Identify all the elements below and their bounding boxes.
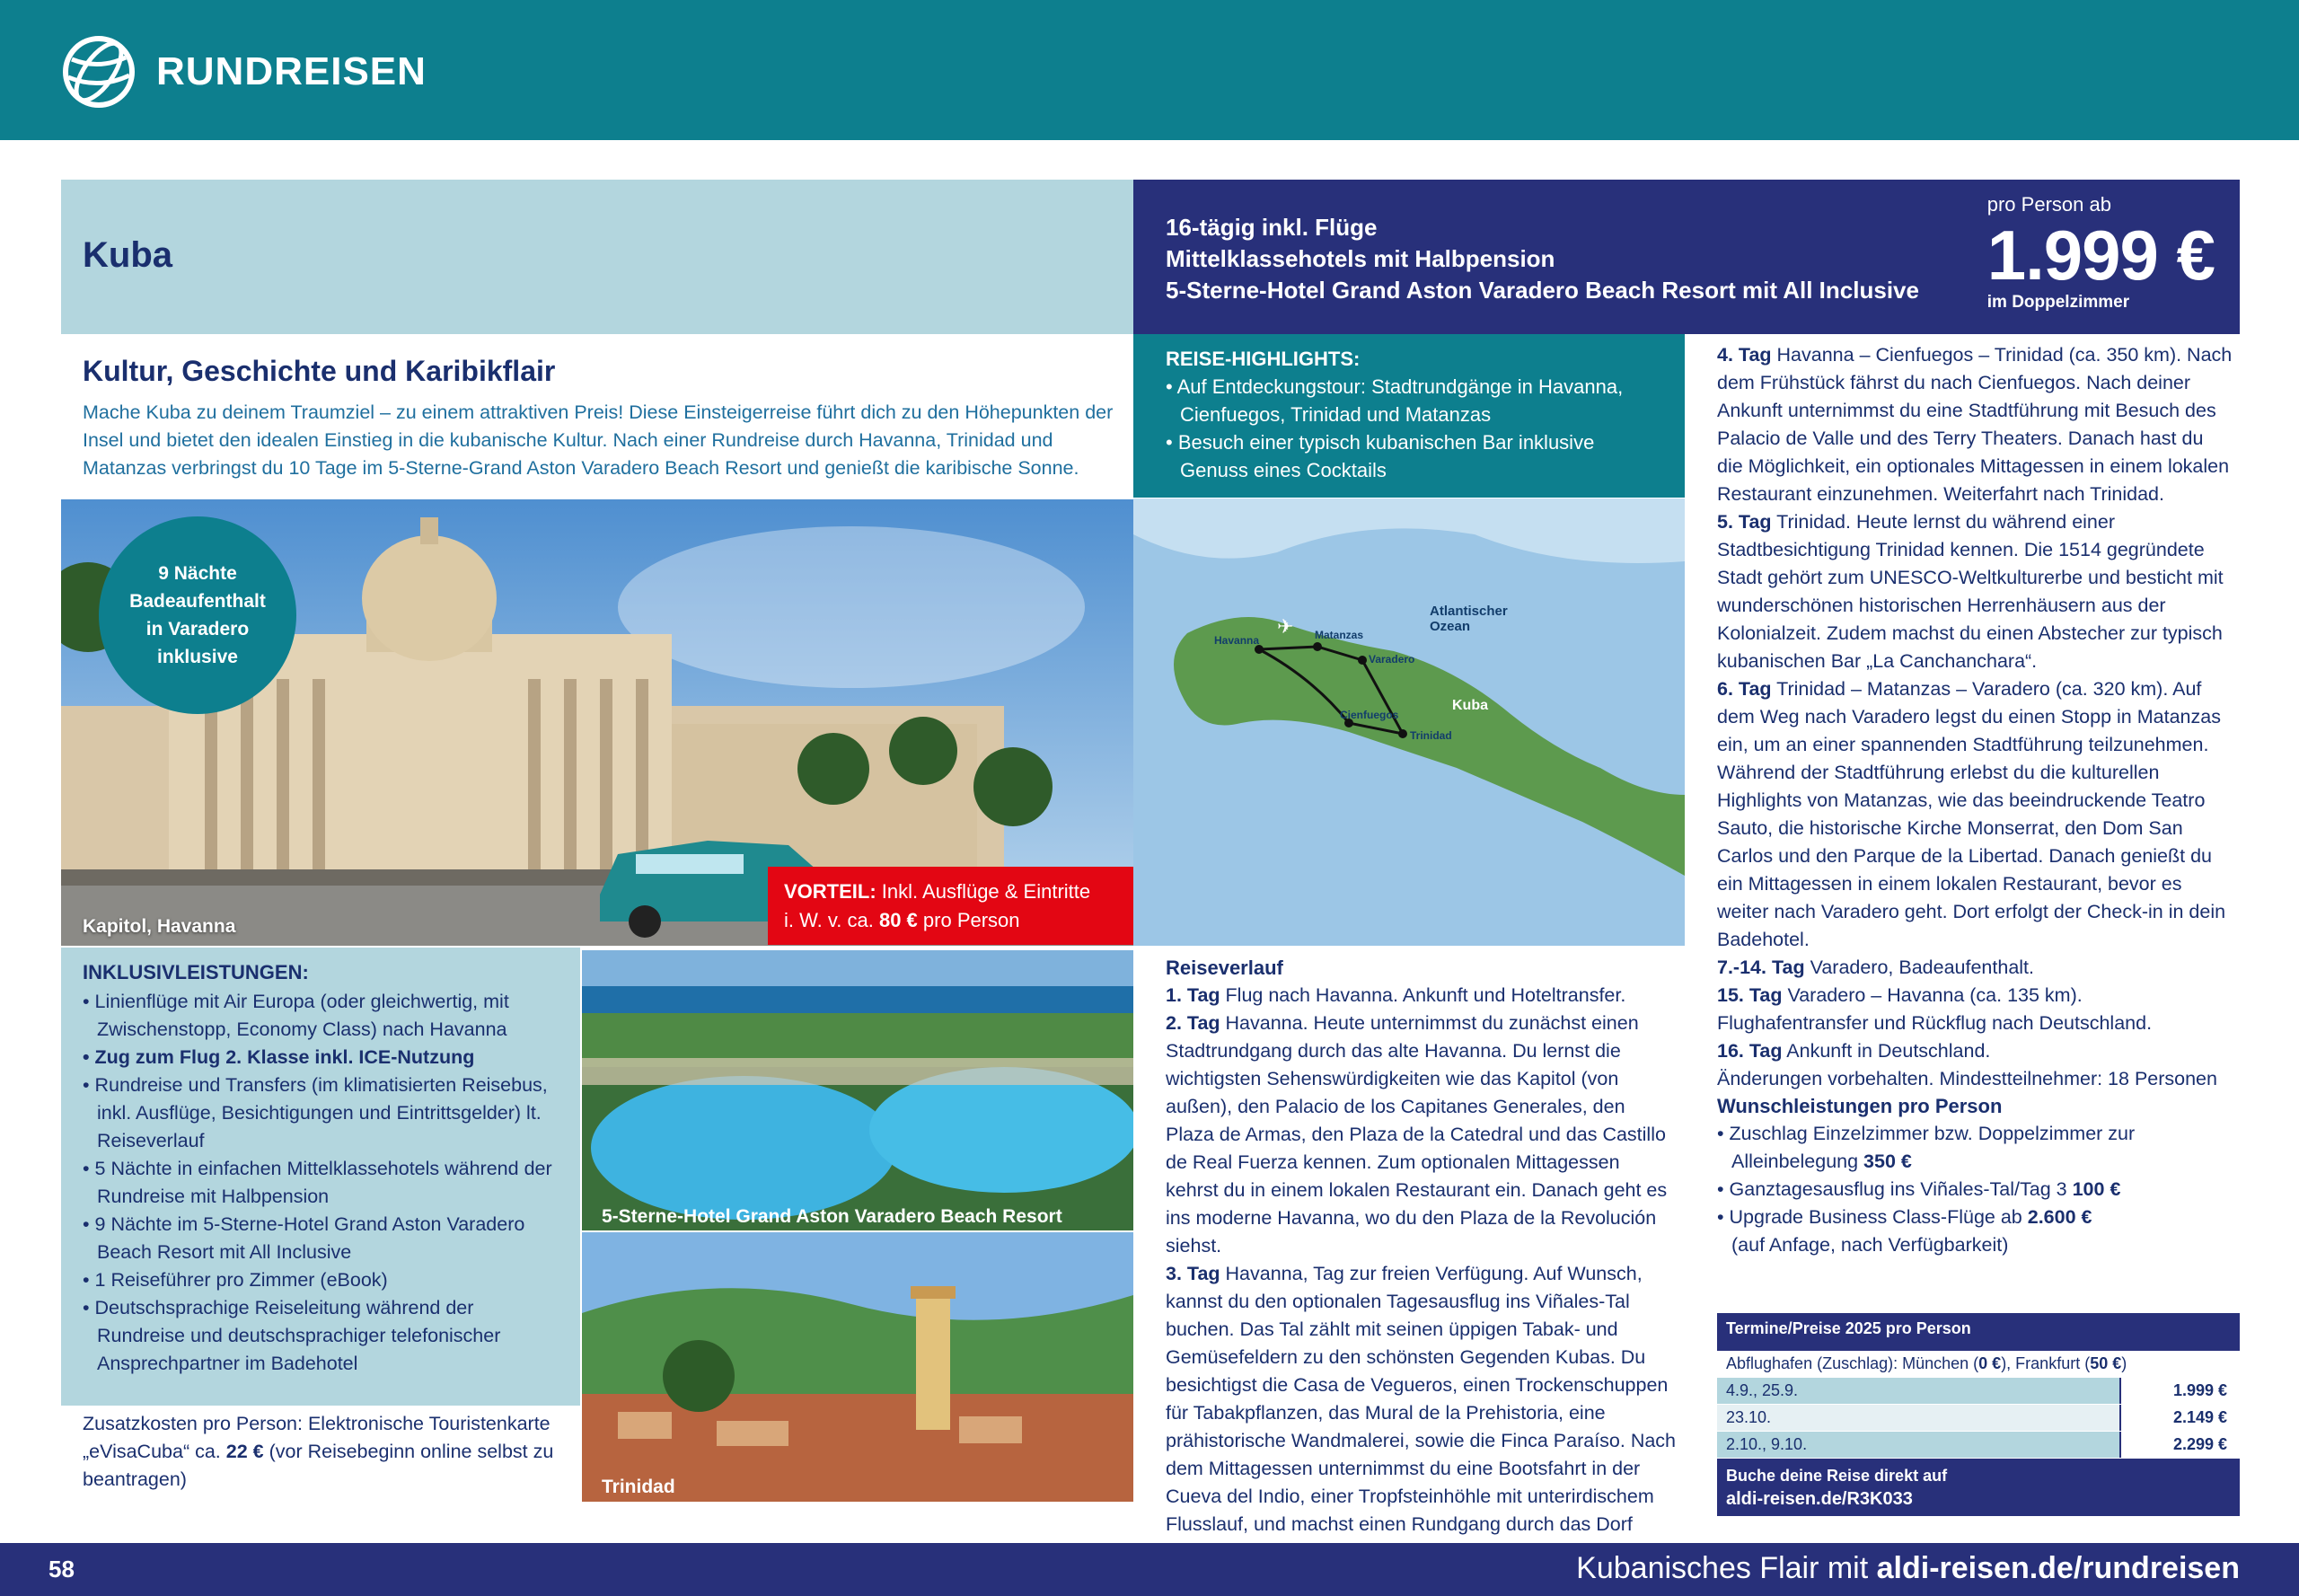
trinidad-caption: Trinidad: [602, 1477, 675, 1497]
offer-line-1: 16-tägig inkl. Flüge: [1166, 214, 1378, 241]
route-map: [1133, 498, 1685, 946]
badge-line-4: inklusive: [157, 647, 238, 667]
plane-icon: ✈: [1277, 615, 1294, 638]
intro-heading: Kultur, Geschichte und Karibikflair: [83, 355, 556, 387]
booking-label: Buche deine Reise direkt auf: [1726, 1467, 1948, 1485]
inclusion-item: • Linienflüge mit Air Europa (oder gleichwertig, mit Zwischenstopp, Economy Class) nach Havanna: [83, 991, 509, 1040]
map-city-label: Cienfuegos: [1340, 709, 1399, 721]
vorteil-text-3: pro Person: [922, 909, 1020, 931]
kapitol-caption: Kapitol, Havanna: [83, 916, 236, 937]
itinerary-heading: Reiseverlauf: [1166, 957, 1283, 979]
extra-costs: Zusatzkosten pro Person: Elektronische Touristenkarte „eVisaCuba“ ca. 22 € (vor Reisebeginn online selbst zu beantragen): [83, 1413, 554, 1490]
svg-text:Ozean: Ozean: [1430, 619, 1471, 634]
trinidad-photo: [582, 1232, 1133, 1502]
price-table-heading: Termine/Preise 2025 pro Person: [1717, 1313, 2240, 1351]
vorteil-amount: 80 €: [878, 909, 918, 931]
optional-service-item: • Zuschlag Einzelzimmer bzw. Doppelzimmer zur Alleinbelegung 350 €: [1717, 1123, 2136, 1172]
section-brand: [61, 34, 427, 110]
itinerary: [1166, 954, 1676, 1566]
price-table-airports: Abflughafen (Zuschlag): München (0 €), Frankfurt (50 €): [1717, 1351, 2240, 1378]
itinerary-note: Änderungen vorbehalten. Mindestteilnehmer: 18 Personen: [1717, 1068, 2217, 1089]
optional-service-item: • Upgrade Business Class-Flüge ab 2.600 € (auf Anfage, nach Verfügbarkeit): [1717, 1206, 2092, 1256]
badge-line-3: in Varadero: [145, 619, 250, 639]
offer-line-3: 5-Sterne-Hotel Grand Aston Varadero Beach Resort mit All Inclusive: [1166, 277, 1919, 304]
price-note: im Doppelzimmer: [1986, 293, 2130, 312]
title-bar: [61, 180, 1133, 334]
globe-icon: [61, 34, 137, 110]
price-table-row: 2.10., 9.10. 2.299 €: [1717, 1432, 2240, 1459]
footer-link[interactable]: aldi-reisen.de/rundreisen: [1876, 1551, 2240, 1585]
optional-services-heading: Wunschleistungen pro Person: [1717, 1095, 2003, 1117]
resort-photo: [582, 950, 1133, 1230]
itinerary-day: 2. Tag Havanna. Heute unternimmst du zunächst einen Stadtrundgang durch das alte Havanna. Du lernst die wichtigsten Sehenswürdigkeiten wie das Kapitol (von außen), den Palacio de los Capitanes Generales, den Plaza de Armas, den Plaza de la Catedral und das Castillo de Real Fuerza kennen. Zum optionalen Mittagessen kehrst du in einem lokalen Restaurant ein. Danach geht es ins moderne Havanna, wo du den Plaza de la Revolución siehst.: [1166, 1012, 1668, 1257]
badge-nights: [99, 516, 296, 714]
inclusion-item: • 9 Nächte im 5-Sterne-Hotel Grand Aston Varadero Beach Resort mit All Inclusive: [83, 1213, 525, 1263]
map-city-label: Varadero: [1369, 653, 1415, 666]
map-country-label: Kuba: [1452, 698, 1488, 713]
itinerary-day: 4. Tag Havanna – Cienfuegos – Trinidad (ca. 350 km). Nach dem Frühstück fährst du nach Cienfuegos. Nach deiner Ankunft unternimmst du eine Stadtführung mit Besuch des Palacio de Valle und des Terry Theaters. Danach hast du die Möglichkeit, ein optionales Mittagessen in einem lokalen Restaurant einzunehmen. Weiterfahrt nach Trinidad.: [1717, 344, 2233, 505]
map-city-label: Trinidad: [1410, 729, 1452, 742]
map-city-label: Havanna: [1214, 634, 1260, 647]
inclusion-item: • 5 Nächte in einfachen Mittelklassehotels während der Rundreise mit Halbpension: [83, 1158, 552, 1207]
extra-costs-amount: 22 €: [225, 1441, 264, 1462]
page-title: Kuba: [83, 235, 172, 275]
price-table-row: 23.10. 2.149 €: [1717, 1405, 2240, 1432]
vorteil-text-2: i. W. v. ca.: [784, 909, 874, 931]
page-number: 58: [48, 1556, 75, 1583]
itinerary-day: 6. Tag Trinidad – Matanzas – Varadero (ca. 320 km). Auf dem Weg nach Varadero legst du einen Stopp in Matanzas ein, um an einer spannenden Stadtführung teilzunehmen. Während der Stadtführung erlebst du die kulturellen Highlights von Matanzas, wie das beeindruckende Teatro Sauto, die historische Kirche Monserrat, den Dom San Carlos und den Parque de la Libertad. Danach genießt du ein Mittagessen in einem lokalen Restaurant, bevor es weiter nach Varadero geht. Dort erfolgt der Check-in in dein Badehotel.: [1717, 678, 2226, 950]
optional-services: [1717, 1092, 2233, 1259]
itinerary-day: 5. Tag Trinidad. Heute lernst du während einer Stadtbesichtigung Trinidad kennen. Die 1514 gegründete Stadt gehört zum UNESCO-Weltkulturerbe und besticht mit wunderschönen historischen Herrenhäusern aus der Kolonialzeit. Zudem machst du einen Abstecher zur typisch kubanischen Bar „La Canchanchara“.: [1717, 511, 2224, 672]
footer-bar: [0, 1543, 2299, 1596]
highlight-item: • Besuch einer typisch kubanischen Bar inklusive Genuss eines Cocktails: [1166, 431, 1595, 481]
price-table-row: 4.9., 25.9. 1.999 €: [1717, 1378, 2240, 1405]
itinerary-day: 16. Tag Ankunft in Deutschland.: [1717, 1040, 1991, 1062]
itinerary-day: 1. Tag Flug nach Havanna. Ankunft und Hoteltransfer.: [1166, 984, 1626, 1006]
badge-line-1: 9 Nächte: [158, 563, 237, 584]
vorteil-text-1: Inkl. Ausflüge & Eintritte: [881, 880, 1091, 903]
inclusion-item: • Rundreise und Transfers (im klimatisierten Reisebus, inkl. Ausflüge, Besichtigungen und Eintrittsgelder) lt. Reiseverlauf: [83, 1074, 548, 1151]
vorteil-box: [768, 867, 1136, 945]
price-value: 1.999 €: [1986, 216, 2215, 295]
inclusion-item: • Zug zum Flug 2. Klasse inkl. ICE-Nutzung: [83, 1046, 475, 1068]
map-city-label: Matanzas: [1315, 629, 1364, 641]
booking-link[interactable]: aldi-reisen.de/R3K033: [1726, 1489, 1913, 1509]
inclusions-heading: INKLUSIVLEISTUNGEN:: [83, 961, 309, 983]
booking-box[interactable]: [1717, 1459, 2240, 1516]
itinerary-day: 15. Tag Varadero – Havanna (ca. 135 km). Flughafentransfer und Rückflug nach Deutschland.: [1717, 984, 2153, 1034]
inclusion-item: • Deutschsprachige Reiseleitung während der Rundreise und deutschsprachiger telefonischer Ansprechpartner im Badehotel: [83, 1297, 501, 1374]
inclusions-box: [61, 948, 580, 1406]
itinerary-continued: [1717, 341, 2233, 1093]
highlights-heading: REISE-HIGHLIGHTS:: [1166, 348, 1361, 370]
intro-text: Mache Kuba zu deinem Traumziel – zu einem attraktiven Preis! Diese Einsteigerreise führt dich zu den Höhepunkten der Insel und bietet den idealen Einstieg in die kubanische Kultur. Nach einer Rundreise durch Havanna, Trinidad und Matanzas verbringst du 10 Tage im 5-Sterne-Grand Aston Varadero Beach Resort und genießt die karibische Sonne.: [83, 401, 1114, 479]
inclusion-item: • 1 Reiseführer pro Zimmer (eBook): [83, 1269, 388, 1291]
resort-caption: 5-Sterne-Hotel Grand Aston Varadero Beach Resort: [602, 1206, 1062, 1227]
badge-line-2: Badeaufenthalt: [129, 591, 266, 612]
footer-slogan: Kubanisches Flair mit aldi-reisen.de/rundreisen: [1576, 1551, 2240, 1585]
highlights-box: [1133, 334, 1685, 498]
itinerary-day: 7.-14. Tag Varadero, Badeaufenthalt.: [1717, 957, 2035, 978]
itinerary-day: 3. Tag Havanna, Tag zur freien Verfügung. Auf Wunsch, kannst du den optionalen Tagesausflug ins Viñales-Tal buchen. Das Tal zählt mit seinen üppigen Tabak- und Gemüsefeldern zu den schönsten Gegenden Kubas. Du besichtigst die Casa de Vegueros, einen Trockenschuppen für Tabakpflanzen, das Mural de la Prehistoria, eine prähistorische Wandmalerei, sowie die Finca Paraíso. Nach dem Mittagessen unternimmst du eine Bootsfahrt in der Cueva del Indio, einer Tropfsteinhöhle mit unterirdischem Flusslauf, und machst einen Rundgang durch das Dorf: [1166, 1263, 1677, 1535]
section-title: RUNDREISEN: [156, 49, 427, 93]
optional-service-item: • Ganztagesausflug ins Viñales-Tal/Tag 3 100 €: [1717, 1178, 2121, 1200]
price-label: pro Person ab: [1986, 193, 2111, 216]
price-table: [1717, 1313, 2240, 1516]
price-box: [1987, 192, 2215, 313]
offer-header: [1133, 180, 2240, 334]
svg-text:Atlantischer: Atlantischer: [1430, 604, 1508, 619]
offer-line-2: Mittelklassehotels mit Halbpension: [1166, 245, 1555, 272]
highlight-item: • Auf Entdeckungstour: Stadtrundgänge in Havanna, Cienfuegos, Trinidad und Matanzas: [1166, 375, 1624, 426]
vorteil-label: VORTEIL:: [784, 880, 876, 903]
